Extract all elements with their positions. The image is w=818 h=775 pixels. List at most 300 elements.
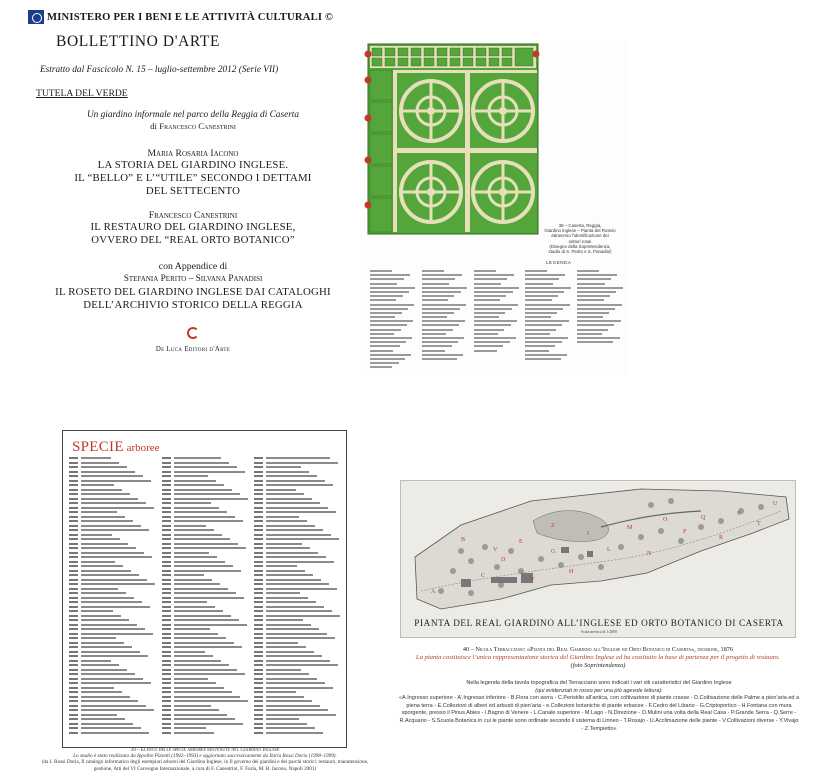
species-row xyxy=(162,511,249,513)
species-row xyxy=(69,529,156,531)
species-title-main: SPECIE xyxy=(72,439,124,455)
species-row-name xyxy=(266,556,326,558)
species-row-number xyxy=(162,480,171,482)
species-row-name xyxy=(266,543,302,545)
species-row-number xyxy=(254,520,263,522)
species-row-number xyxy=(69,642,78,644)
species-table xyxy=(62,430,347,748)
species-row-number xyxy=(69,502,78,504)
species-row-number xyxy=(69,682,78,684)
species-row-name xyxy=(266,601,316,603)
species-row-name xyxy=(81,714,117,716)
species-row xyxy=(254,619,341,621)
species-row xyxy=(69,480,156,482)
species-row-name xyxy=(81,610,113,612)
species-row-name xyxy=(174,475,208,477)
species-row-number xyxy=(254,696,263,698)
species-row-number xyxy=(162,570,171,572)
species-row xyxy=(69,471,156,473)
species-row xyxy=(69,601,156,603)
species-row-number xyxy=(254,709,263,711)
species-row-number xyxy=(254,466,263,468)
species-row-number xyxy=(162,606,171,608)
species-row-name xyxy=(266,579,321,581)
species-row xyxy=(69,547,156,549)
site-letter: C xyxy=(481,573,486,579)
species-row-number xyxy=(69,484,78,486)
species-row-name xyxy=(266,709,328,711)
species-row-number xyxy=(69,732,78,734)
legend-line xyxy=(474,308,512,310)
species-row xyxy=(69,669,156,671)
species-row xyxy=(254,583,341,585)
species-row xyxy=(69,579,156,581)
species-row-number xyxy=(69,457,78,459)
species-row-name xyxy=(81,480,151,482)
species-row-number xyxy=(254,507,263,509)
species-row xyxy=(69,718,156,720)
issue-extract: Estratto dal Fascicolo N. 15 – luglio-settembre 2012 (Serie VII) xyxy=(40,65,279,75)
species-row xyxy=(69,660,156,662)
legend-line xyxy=(525,350,548,352)
species-row xyxy=(254,723,341,725)
species-row-number xyxy=(69,556,78,558)
appendix-title-line: DELL’ARCHIVIO STORICO DELLA REGGIA xyxy=(83,299,303,311)
species-row xyxy=(254,624,341,626)
species-row xyxy=(69,511,156,513)
species-row-name xyxy=(174,516,235,518)
species-row-name xyxy=(81,507,154,509)
species-row-number xyxy=(162,552,171,554)
species-row-name xyxy=(81,727,141,729)
species-row-number xyxy=(162,462,171,464)
species-row xyxy=(162,606,249,608)
species-row-number xyxy=(69,511,78,513)
species-row xyxy=(69,628,156,630)
site-letter: R xyxy=(719,535,724,541)
species-row xyxy=(162,502,249,504)
species-row xyxy=(254,507,341,509)
species-row-number xyxy=(254,732,263,734)
species-row-number xyxy=(162,534,171,536)
species-row-name xyxy=(174,732,214,734)
figure-caption xyxy=(396,646,800,669)
species-row-number xyxy=(254,637,263,639)
species-row-name xyxy=(266,493,304,495)
species-row-number xyxy=(254,579,263,581)
publisher-name: De Luca Editori d'Arte xyxy=(155,346,231,353)
figure-caption-desc: La pianta costituisce l’unica rappresentazione storica del Giardino Inglese ed ha costituito la base di partenza per il progetto di restauro. xyxy=(415,653,781,661)
species-column xyxy=(162,457,249,741)
species-row-number xyxy=(162,502,171,504)
species-row-number xyxy=(69,601,78,603)
species-row-number xyxy=(254,682,263,684)
species-row-number xyxy=(69,507,78,509)
species-row-name xyxy=(81,520,133,522)
legend-column xyxy=(577,270,626,370)
species-row-name xyxy=(81,489,122,491)
species-row-name xyxy=(81,624,137,626)
species-row-name xyxy=(174,606,215,608)
species-row-name xyxy=(266,588,337,590)
species-row-number xyxy=(254,588,263,590)
species-row-name xyxy=(174,588,228,590)
species-row xyxy=(69,642,156,644)
legend-line xyxy=(525,299,551,301)
species-row xyxy=(254,718,341,720)
species-row xyxy=(69,678,156,680)
species-row-name xyxy=(266,646,306,648)
species-row xyxy=(162,534,249,536)
legend-line xyxy=(577,329,608,331)
species-row xyxy=(162,583,249,585)
species-row xyxy=(254,570,341,572)
species-row-number xyxy=(162,556,171,558)
species-row-number xyxy=(162,633,171,635)
species-row xyxy=(254,709,341,711)
species-row-number xyxy=(69,624,78,626)
legend-column xyxy=(525,270,574,370)
legend-line xyxy=(370,270,392,272)
engraving-scale: Scala metrica di 1:2000 xyxy=(581,630,617,634)
species-row-number xyxy=(254,601,263,603)
species-row-name xyxy=(174,660,221,662)
legend-line xyxy=(422,324,459,326)
legend-line xyxy=(422,354,463,356)
species-row xyxy=(254,651,341,653)
species-row-name xyxy=(266,534,331,536)
species-row-name xyxy=(174,696,240,698)
species-row xyxy=(162,709,249,711)
legend-line xyxy=(370,295,403,297)
site-letter: S xyxy=(737,511,741,517)
species-row-name xyxy=(81,682,151,684)
species-row xyxy=(162,516,249,518)
species-row xyxy=(69,534,156,536)
species-row-number xyxy=(254,547,263,549)
species-row-name xyxy=(174,484,224,486)
species-row-number xyxy=(254,678,263,680)
species-row-number xyxy=(69,606,78,608)
species-row xyxy=(162,718,249,720)
species-row-name xyxy=(81,642,124,644)
species-row-number xyxy=(254,471,263,473)
engraving-map xyxy=(400,480,796,638)
species-row-name xyxy=(174,525,206,527)
species-columns xyxy=(69,457,341,741)
species-row xyxy=(162,529,249,531)
legend-line xyxy=(370,299,396,301)
legend-line xyxy=(370,304,414,306)
species-row-number xyxy=(162,696,171,698)
engraving-drawing xyxy=(401,481,797,617)
species-row-number xyxy=(254,480,263,482)
author-prefix: di xyxy=(150,121,160,131)
species-row xyxy=(69,723,156,725)
site-letter: P xyxy=(683,529,687,535)
legend-line xyxy=(370,312,402,314)
species-row-name xyxy=(266,732,323,734)
species-row-name xyxy=(174,538,230,540)
species-row-name xyxy=(81,691,122,693)
species-row xyxy=(69,565,156,567)
species-row xyxy=(162,714,249,716)
legend-line xyxy=(474,278,508,280)
species-row-number xyxy=(69,534,78,536)
species-row xyxy=(162,538,249,540)
species-row-number xyxy=(254,714,263,716)
species-row-name xyxy=(81,457,111,459)
legend-line xyxy=(370,350,393,352)
species-row-name xyxy=(81,579,147,581)
species-row xyxy=(254,696,341,698)
legend-line xyxy=(577,324,614,326)
species-row-number xyxy=(254,700,263,702)
species-row-number xyxy=(162,511,171,513)
species-row xyxy=(162,610,249,612)
species-row-name xyxy=(81,475,143,477)
species-row xyxy=(69,552,156,554)
species-row-number xyxy=(69,475,78,477)
species-row-name xyxy=(81,601,142,603)
species-row-name xyxy=(174,646,242,648)
species-row-name xyxy=(174,543,238,545)
ministry-logo-icon xyxy=(28,10,44,24)
legend-line xyxy=(525,287,570,289)
species-row-number xyxy=(162,714,171,716)
species-row-number xyxy=(69,543,78,545)
species-row-number xyxy=(69,637,78,639)
species-row xyxy=(254,687,341,689)
species-row-number xyxy=(69,673,78,675)
species-row-number xyxy=(69,466,78,468)
species-row-name xyxy=(174,637,226,639)
species-row-number xyxy=(162,547,171,549)
species-row-name xyxy=(266,682,325,684)
species-caption-ref: (da I. Rossi Doria, Il catalogo informatico degli esemplari arborei del Giardino Inglese, in Il governo dei giardini e dei parchi storici: restauro, manutenzione, gestione, Atti del VI Convegno Internazionale, a cura di F. Canestrini, F. Furia, M. R. Iacono, Napoli 2001) xyxy=(41,759,369,772)
species-row xyxy=(162,543,249,545)
species-row-name xyxy=(174,592,236,594)
ministry-header xyxy=(28,8,358,26)
species-row-name xyxy=(81,673,135,675)
species-row-number xyxy=(162,619,171,621)
legend-line xyxy=(370,345,400,347)
species-row xyxy=(69,520,156,522)
species-row-name xyxy=(266,624,311,626)
species-row-number xyxy=(69,696,78,698)
species-row-name xyxy=(81,462,119,464)
legend-line xyxy=(525,341,561,343)
species-caption-note: Lo studio è stato realizzato da Ippolito Pizzetti (1992–1993) e aggiornato successivamente da Ilaria Rossi Doria (1998–1999). xyxy=(73,753,337,760)
figure-caption-title: 40 – Nicola Terracciano: «Pianta del Real Giardino all’Inglese ed Orto Botanico di Caserta», incisione, 1876 xyxy=(462,646,734,653)
species-row xyxy=(69,457,156,459)
species-row-number xyxy=(162,660,171,662)
species-row-name xyxy=(81,516,125,518)
species-row-number xyxy=(162,574,171,576)
species-row xyxy=(162,471,249,473)
species-row-number xyxy=(162,583,171,585)
species-row xyxy=(254,655,341,657)
species-row xyxy=(162,700,249,702)
species-row xyxy=(162,574,249,576)
species-row-number xyxy=(254,597,263,599)
plan-left-beds xyxy=(370,70,392,232)
site-letter: Z xyxy=(551,523,555,529)
species-row-name xyxy=(266,696,304,698)
species-row xyxy=(254,574,341,576)
species-row-number xyxy=(254,574,263,576)
species-row-number xyxy=(254,655,263,657)
species-row xyxy=(254,642,341,644)
site-letter: Q xyxy=(701,515,706,521)
species-row xyxy=(162,619,249,621)
species-row-name xyxy=(81,615,121,617)
species-row-name xyxy=(266,457,330,459)
species-row-name xyxy=(266,655,322,657)
species-row xyxy=(162,520,249,522)
species-row-number xyxy=(69,529,78,531)
species-row-name xyxy=(174,687,224,689)
legend-line xyxy=(525,358,560,360)
species-row xyxy=(69,498,156,500)
species-row-number xyxy=(254,673,263,675)
species-row xyxy=(162,642,249,644)
species-row-number xyxy=(254,543,263,545)
species-row-number xyxy=(162,610,171,612)
species-row xyxy=(254,705,341,707)
legend-line xyxy=(422,337,464,339)
legend-line xyxy=(474,329,505,331)
species-row-number xyxy=(162,646,171,648)
species-row-number xyxy=(69,700,78,702)
legend-line xyxy=(474,304,518,306)
species-row-name xyxy=(174,507,219,509)
legend-line xyxy=(525,274,565,276)
species-row-number xyxy=(254,615,263,617)
figure-legend-intro: Nella legenda della tavola topografica del Terracciano sono indicati i vari siti caratteristici del Giardino Inglese xyxy=(466,680,732,686)
legend-line xyxy=(525,304,569,306)
species-row-number xyxy=(254,489,263,491)
legend-line xyxy=(474,291,513,293)
species-row-number xyxy=(162,498,171,500)
species-row xyxy=(69,705,156,707)
species-row-number xyxy=(162,601,171,603)
species-row xyxy=(162,556,249,558)
species-row-number xyxy=(162,489,171,491)
species-row xyxy=(162,588,249,590)
legend-line xyxy=(577,270,599,272)
species-row-number xyxy=(162,718,171,720)
species-row-name xyxy=(266,637,335,639)
species-row xyxy=(162,498,249,500)
species-row xyxy=(162,547,249,549)
species-row xyxy=(69,673,156,675)
legend-line xyxy=(474,324,511,326)
species-row xyxy=(254,669,341,671)
essay-1-title-line: LA STORIA DEL GIARDINO INGLESE. xyxy=(97,159,289,171)
legend-line xyxy=(474,312,506,314)
species-row-name xyxy=(266,718,299,720)
species-row-number xyxy=(162,471,171,473)
legend-line xyxy=(474,316,499,318)
species-row-name xyxy=(81,466,127,468)
species-row-number xyxy=(69,615,78,617)
legend-line xyxy=(525,278,559,280)
species-row-number xyxy=(162,673,171,675)
species-row-number xyxy=(69,493,78,495)
article-title: Un giardino informale nel parco della Reggia di Caserta xyxy=(86,110,300,120)
species-row xyxy=(162,570,249,572)
species-row xyxy=(69,543,156,545)
legend-line xyxy=(474,299,500,301)
legend-line xyxy=(577,337,619,339)
legend-line xyxy=(577,312,609,314)
figure-legend-items: «A.Ingresso superiore - A’.Ingresso inferiore - B.Flora con serra - C.Peristilio all’antica, con coltivazione di piante crasse - D.Coltivazione delle Palme a pien’aria ed a piena terra - E.Collezioni di alberi ed arbusti di pien’aria - e.Collezioni botaniche di piante erbacee - F.Cedro del Libano - G.Criptoportico - H.Fontana con mura sporgente, presso il Pinus Abies - I.Bagno di Venere - L.Canale superiore - M.Lago - N.Direzione - O.Mulini una volta della Real Casa - P.Grande Serra - Q.Serre - R.Acquario - S.Scuola Botanica in cui le piante sono ordinate secondo il sistema di Linneo - T.Rosajo - U.Acclimazione delle piante - V.Coltivazioni diverse - Y.Vivajo - Z.Tempietto» xyxy=(398,695,800,732)
legend-column xyxy=(422,270,471,370)
species-row-name xyxy=(174,565,233,567)
species-row-name xyxy=(174,705,211,707)
legend-line xyxy=(577,291,616,293)
species-row-number xyxy=(254,565,263,567)
species-row xyxy=(162,565,249,567)
species-row-name xyxy=(81,570,131,572)
species-row-number xyxy=(254,606,263,608)
species-row xyxy=(254,511,341,513)
species-row xyxy=(254,538,341,540)
species-row-name xyxy=(266,642,298,644)
legend-line xyxy=(422,304,466,306)
species-row-number xyxy=(69,610,78,612)
legend-line xyxy=(525,320,568,322)
species-row xyxy=(69,687,156,689)
legend-line xyxy=(422,295,455,297)
figure-caption-source: (foto Soprintendenza) xyxy=(570,661,626,669)
legend-line xyxy=(370,308,408,310)
species-row-number xyxy=(69,525,78,527)
legend-line xyxy=(370,283,397,285)
species-row xyxy=(254,498,341,500)
legend-line xyxy=(370,324,407,326)
species-row xyxy=(69,525,156,527)
species-row xyxy=(69,619,156,621)
species-row-number xyxy=(162,624,171,626)
species-row-number xyxy=(162,691,171,693)
species-row-number xyxy=(69,646,78,648)
appendix-intro: con Appendice di xyxy=(158,261,228,272)
legend-line xyxy=(474,287,519,289)
species-row-name xyxy=(174,579,212,581)
legend-line xyxy=(525,308,563,310)
species-row-name xyxy=(174,619,239,621)
title-page xyxy=(28,8,358,353)
species-row xyxy=(254,471,341,473)
species-row-name xyxy=(174,493,240,495)
species-row-number xyxy=(162,597,171,599)
site-letter: G xyxy=(551,549,556,555)
legend-line xyxy=(525,324,562,326)
species-row xyxy=(162,597,249,599)
species-row-number xyxy=(254,691,263,693)
species-row-number xyxy=(254,493,263,495)
species-row xyxy=(254,502,341,504)
plan-caption-line: studio di S. Perito e S. Panadisi) xyxy=(548,249,612,255)
legend-line xyxy=(370,278,404,280)
legend-line xyxy=(422,270,444,272)
species-row-name xyxy=(81,696,130,698)
species-row-name xyxy=(81,732,149,734)
species-row-number xyxy=(162,709,171,711)
species-row-number xyxy=(254,727,263,729)
